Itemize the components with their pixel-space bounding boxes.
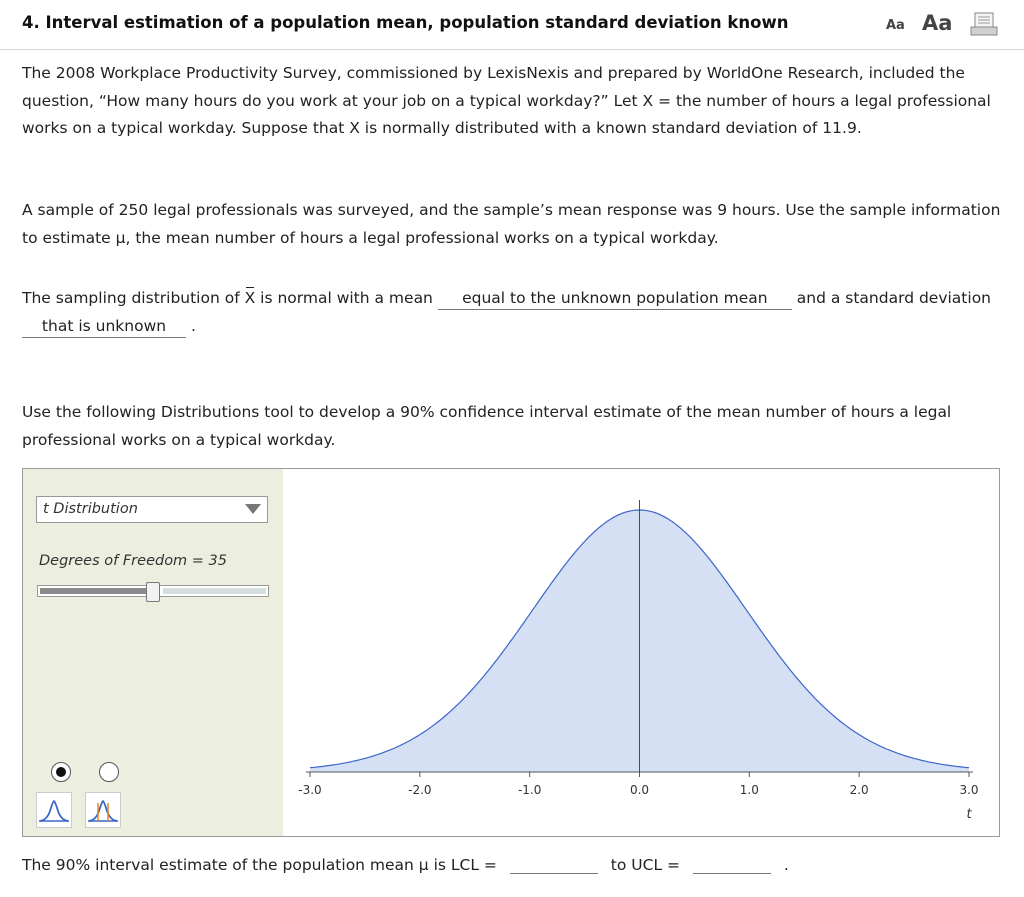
chevron-down-icon xyxy=(245,504,261,514)
print-icon[interactable] xyxy=(970,12,998,36)
x-tick-label-3: 0.0 xyxy=(629,783,650,797)
x-tick-label-5: 2.0 xyxy=(849,783,869,797)
degrees-of-freedom-slider[interactable] xyxy=(37,585,269,597)
x-tick-label-0: -3.0 xyxy=(298,783,322,797)
slider-remaining-track xyxy=(163,588,266,594)
x-tick-label-1: -2.0 xyxy=(408,783,432,797)
answer-prefix: The 90% interval estimate of the population mean μ is LCL = xyxy=(22,856,497,874)
sampling-text-3: and a standard deviation xyxy=(796,289,991,307)
sampling-text-4: . xyxy=(190,316,196,335)
x-tick-label-6: 3.0 xyxy=(959,783,979,797)
answer-middle: to UCL = xyxy=(610,856,681,874)
xbar-symbol: X xyxy=(245,285,256,313)
sampling-text-2: is normal with a mean xyxy=(255,289,438,307)
tool-instructions: Use the following Distributions tool to develop a 90% confidence interval estimate of the mean number of hours a legal professional works on a typical workday. xyxy=(22,403,952,449)
distribution-select[interactable] xyxy=(36,496,268,523)
sampling-distribution-sentence xyxy=(22,285,1002,340)
ucl-input[interactable] xyxy=(693,851,771,874)
problem-paragraph-2: A sample of 250 legal professionals was surveyed, and the sample’s mean response was 9 hours. Use the sample information to estimate μ, the mean number of hours a legal professional works on a typical workday. xyxy=(22,201,1001,247)
slider-thumb[interactable] xyxy=(146,582,160,602)
increase-font-button[interactable]: Aa xyxy=(922,11,953,35)
answer-suffix: . xyxy=(783,856,789,874)
question-title: 4. Interval estimation of a population mean, population standard deviation known xyxy=(22,13,789,32)
x-axis-label: t xyxy=(966,807,972,822)
x-tick-label-2: -1.0 xyxy=(517,783,542,797)
distribution-graph xyxy=(283,469,999,836)
decrease-font-button[interactable]: Aa xyxy=(886,18,905,33)
header-divider xyxy=(0,49,1024,50)
distribution-plot xyxy=(283,469,999,836)
radio-single-curve[interactable] xyxy=(51,762,71,782)
answer-sentence xyxy=(22,851,789,874)
x-tick-label-4: 1.0 xyxy=(739,783,759,797)
degrees-of-freedom-label: Degrees of Freedom = 35 xyxy=(39,553,228,569)
tool-control-panel xyxy=(23,469,283,836)
x-axis-ticks xyxy=(298,772,978,797)
distribution-select-value: t Distribution xyxy=(43,501,138,517)
mean-dropdown[interactable]: equal to the unknown population mean xyxy=(438,287,792,310)
single-curve-mode-icon[interactable] xyxy=(36,792,72,828)
lcl-input[interactable] xyxy=(510,851,598,874)
shaded-region-mode-icon[interactable] xyxy=(85,792,121,828)
sd-dropdown[interactable]: that is unknown xyxy=(22,315,186,338)
sampling-text-1: The sampling distribution of xyxy=(22,289,245,307)
radio-shaded-region[interactable] xyxy=(99,762,119,782)
problem-paragraph-1: The 2008 Workplace Productivity Survey, commissioned by LexisNexis and prepared by WorldOne Research, included the question, “How many hours do you work at your job on a typical workday?” Let X = the number of hours a legal professional works on a typical workday. Suppose that X is normally distributed with a known standard deviation of 11.9. xyxy=(22,64,991,137)
distributions-tool xyxy=(22,468,1000,837)
slider-fill xyxy=(40,588,151,594)
